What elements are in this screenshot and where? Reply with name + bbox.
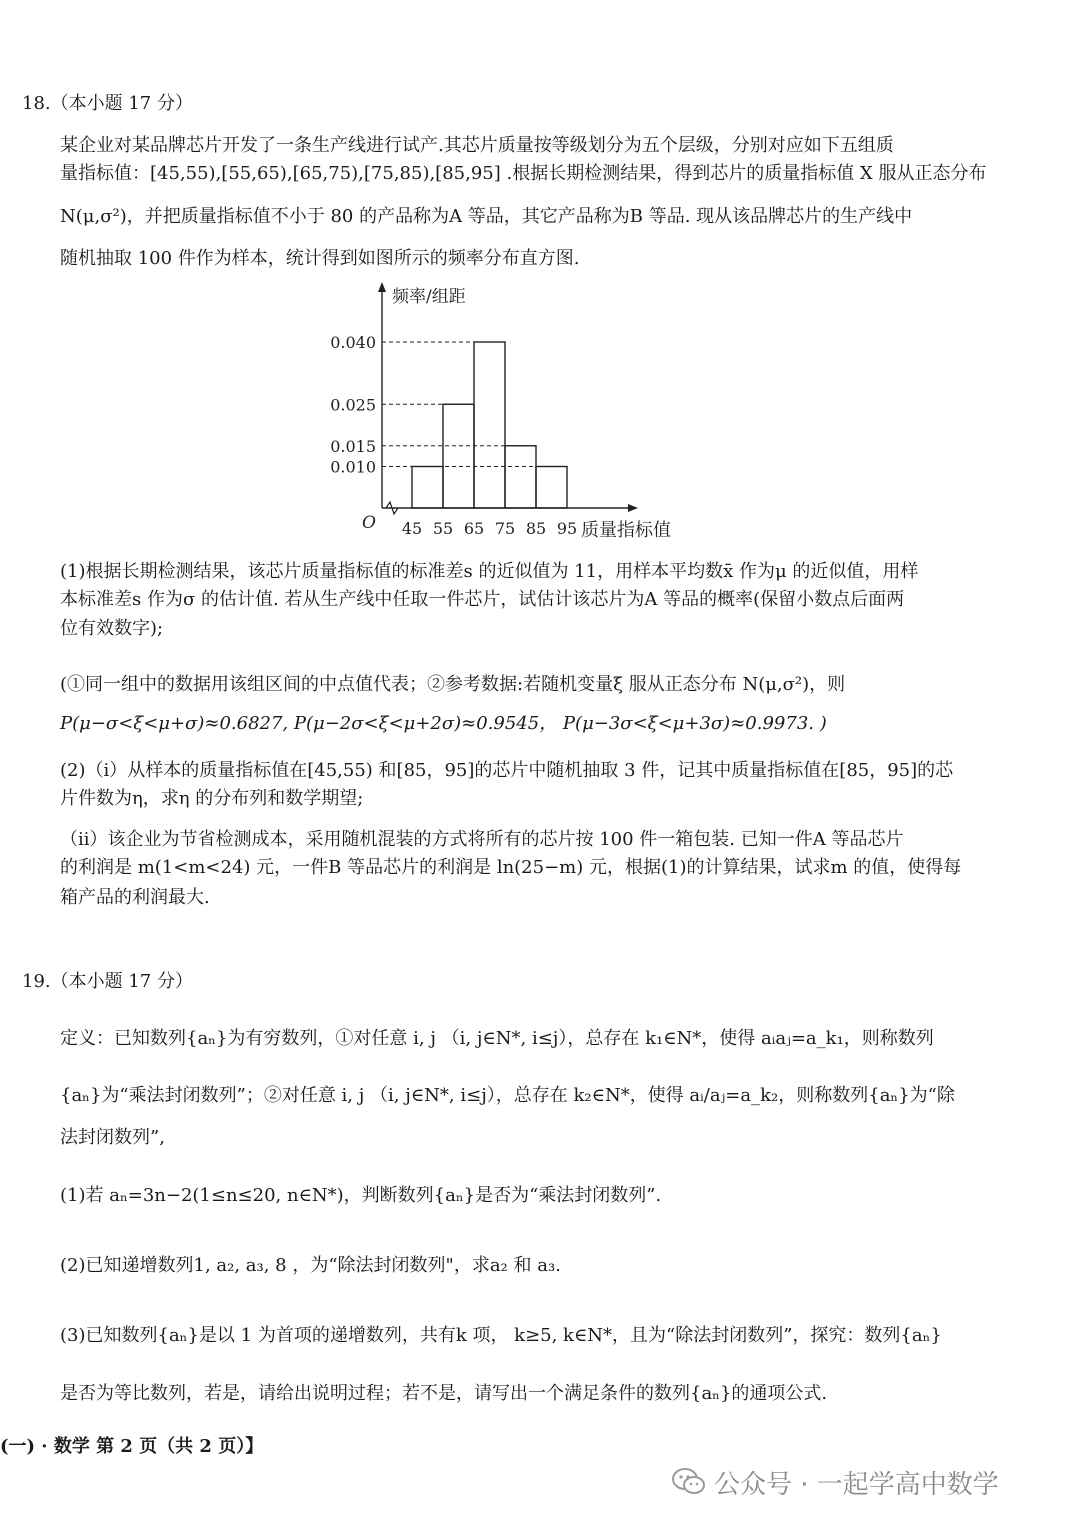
y-tick-label: 0.010 xyxy=(330,457,376,477)
q18-note-line-2: P(μ−σ<ξ<μ+σ)≈0.6827, P(μ−2σ<ξ<μ+2σ)≈0.9545， P(μ−3σ<ξ<μ+3σ)≈0.9973. ) xyxy=(60,713,827,734)
x-axis-label: 质量指标值 xyxy=(581,520,671,541)
q19-definition-line-1: 定义：已知数列{aₙ}为有穷数列，①对任意 i, j （i, j∈N*, i≤j），总存在 k₁∈N*，使得 aᵢaⱼ=a_k₁，则称数列 xyxy=(60,1028,934,1049)
wechat-icon xyxy=(672,1467,706,1497)
x-tick-label: 95 xyxy=(556,519,578,538)
q18-part2ii-line-1: （ii）该企业为节省检测成本，采用随机混装的方式将所有的芯片按 100 件一箱包装. 已知一件A 等品芯片 xyxy=(60,829,904,850)
q18-paragraph-line-4: 随机抽取 100 件作为样本，统计得到如图所示的频率分布直方图. xyxy=(60,248,580,269)
y-tick-label: 0.025 xyxy=(330,395,376,415)
q18-title: 18.（本小题 17 分） xyxy=(22,93,193,114)
x-tick-label: 75 xyxy=(494,519,516,538)
page-footer: (一) · 数学 第 2 页（共 2 页）】 xyxy=(0,1436,264,1457)
histogram-bar xyxy=(412,467,443,509)
x-tick-label: 85 xyxy=(525,519,547,538)
q18-part2ii-line-2: 的利润是 m(1<m<24) 元，一件B 等品芯片的利润是 ln(25−m) 元，根据(1)的计算结果，试求m 的值，使得每 xyxy=(60,857,962,878)
y-axis-label: 频率/组距 xyxy=(392,287,466,307)
q18-paragraph-line-3: N(μ,σ²)，并把质量指标值不小于 80 的产品称为A 等品，其它产品称为B 等品. 现从该品牌芯片的生产线中 xyxy=(60,206,913,227)
q19-definition-line-2: {aₙ}为“乘法封闭数列”；②对任意 i, j （i, j∈N*, i≤j），总存在 k₂∈N*，使得 aᵢ/aⱼ=a_k₂，则称数列{aₙ}为“除 xyxy=(60,1085,955,1106)
q18-paragraph-line-1: 某企业对某品牌芯片开发了一条生产线进行试产.其芯片质量按等级划分为五个层级，分别对应如下五组质 xyxy=(60,135,894,156)
q18-part2i-line-2: 片件数为η，求η 的分布列和数学期望; xyxy=(60,788,364,809)
histogram-bar xyxy=(536,467,567,509)
y-axis-arrow xyxy=(378,282,386,292)
x-tick-label: 55 xyxy=(432,519,454,538)
watermark-text: 公众号 · 一起学高中数学 xyxy=(714,1469,999,1500)
q19-part1: (1)若 aₙ=3n−2(1≤n≤20, n∈N*)，判断数列{aₙ}是否为“乘法封闭数列”. xyxy=(60,1185,662,1206)
x-tick-label: 45 xyxy=(401,519,423,538)
watermark xyxy=(672,1462,1062,1502)
histogram-bar xyxy=(505,446,536,508)
q19-part3-line-2: 是否为等比数列，若是，请给出说明过程；若不是，请写出一个满足条件的数列{aₙ}的通项公式. xyxy=(60,1383,828,1404)
q19-part3-line-1: (3)已知数列{aₙ}是以 1 为首项的递增数列，共有k 项， k≥5, k∈N*，且为“除法封闭数列”，探究：数列{aₙ} xyxy=(60,1325,942,1346)
x-tick-label: 65 xyxy=(463,519,485,538)
q18-part1-line-1: (1)根据长期检测结果，该芯片质量指标值的标准差s 的近似值为 11，用样本平均数x̄ 作为μ 的近似值，用样 xyxy=(60,561,919,582)
y-tick-label: 0.040 xyxy=(330,333,376,352)
histogram-bar xyxy=(443,404,474,508)
frequency-histogram xyxy=(320,280,700,550)
q18-part1-line-3: 位有效数字); xyxy=(60,618,164,639)
x-axis-arrow xyxy=(628,504,638,512)
histogram-bar xyxy=(474,342,505,508)
q18-note-line-1: (①同一组中的数据用该组区间的中点值代表；②参考数据:若随机变量ξ 服从正态分布 N(μ,σ²)，则 xyxy=(60,674,846,695)
q18-part2ii-line-3: 箱产品的利润最大. xyxy=(60,887,210,908)
q19-title: 19.（本小题 17 分） xyxy=(22,971,193,992)
q18-part1-line-2: 本标准差s 作为σ 的估计值. 若从生产线中任取一件芯片，试估计该芯片为A 等品的概率(保留小数点后面两 xyxy=(60,589,905,610)
q19-part2: (2)已知递增数列1, a₂, a₃, 8 ，为“除法封闭数列"，求a₂ 和 a₃. xyxy=(60,1255,561,1276)
origin-label: O xyxy=(362,513,376,533)
y-tick-label: 0.015 xyxy=(330,436,376,456)
q18-part2i-line-1: (2)（i）从样本的质量指标值在[45,55) 和[85，95]的芯片中随机抽取 3 件，记其中质量指标值在[85，95]的芯 xyxy=(60,760,954,781)
q18-paragraph-line-2: 量指标值：[45,55),[55,65),[65,75),[75,85),[85,95] .根据长期检测结果，得到芯片的质量指标值 X 服从正态分布 xyxy=(60,163,987,184)
q19-definition-line-3: 法封闭数列”, xyxy=(60,1127,165,1148)
